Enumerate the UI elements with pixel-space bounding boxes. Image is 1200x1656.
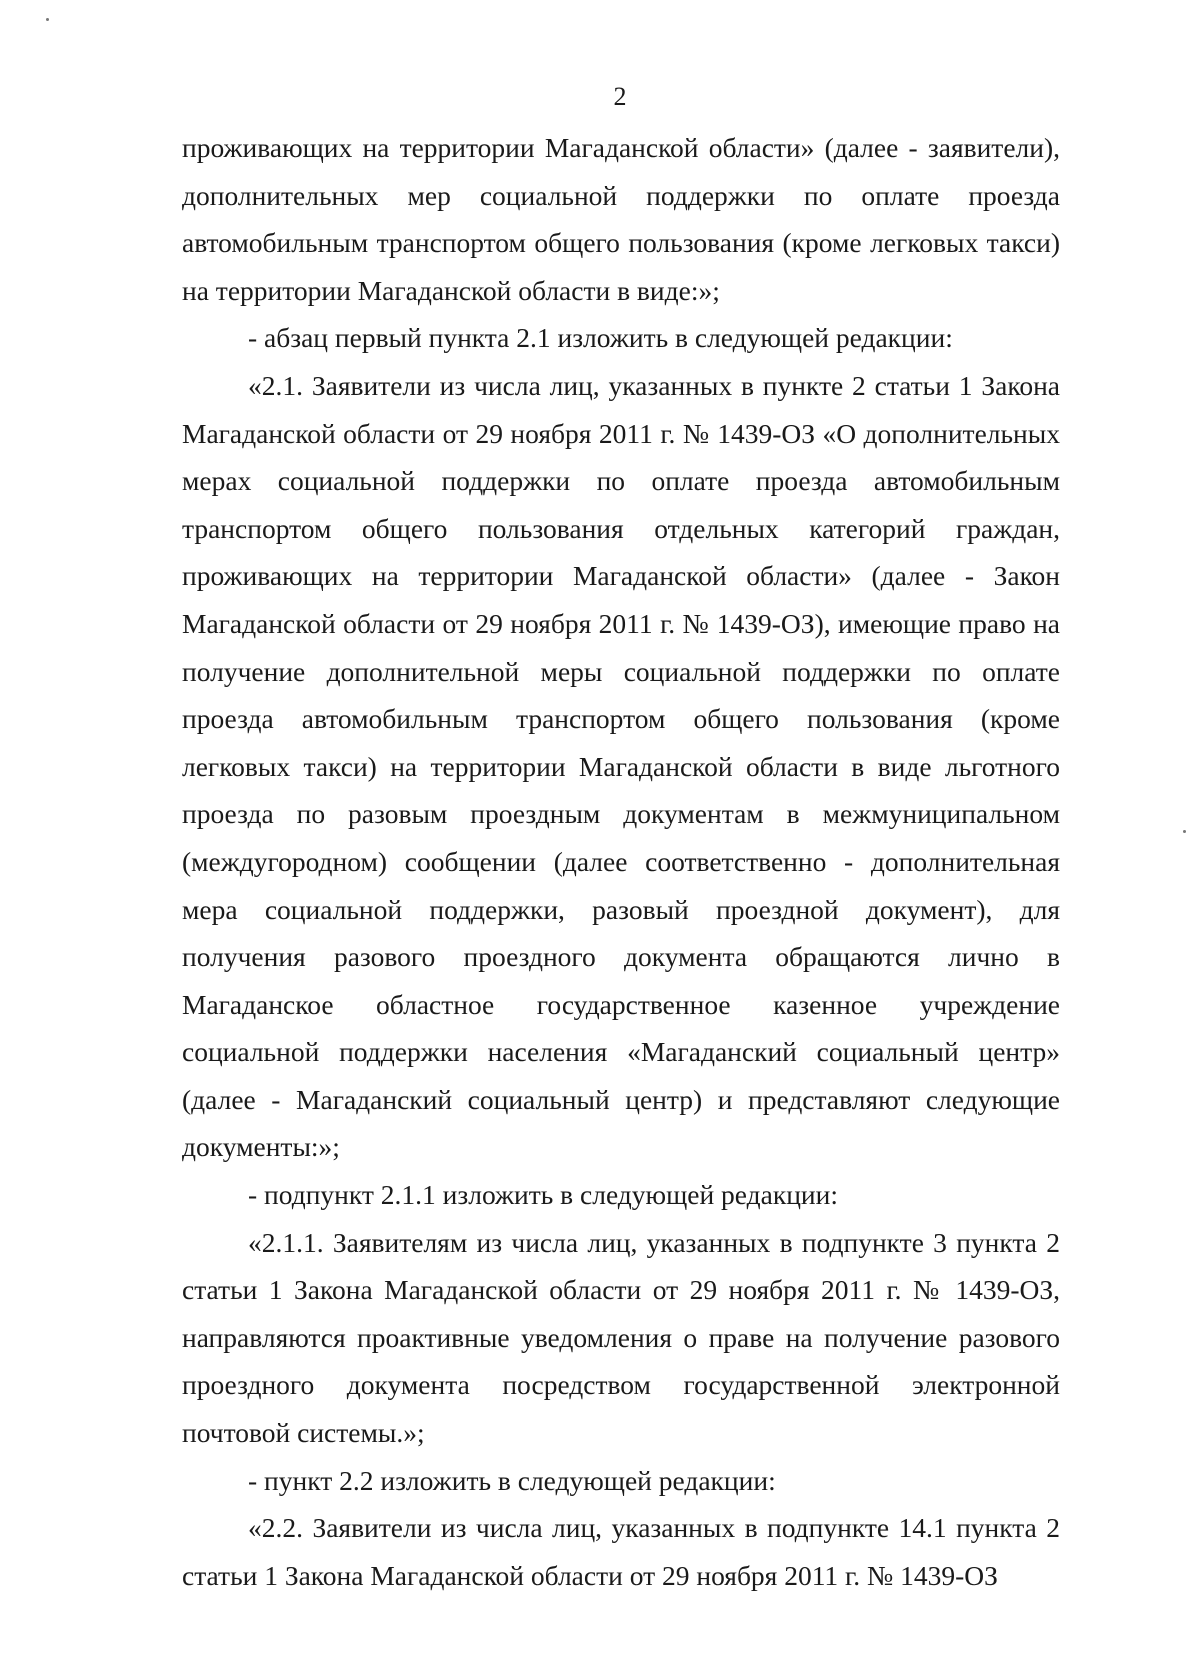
- paragraph-clause-2-1-1: «2.1.1. Заявителям из числа лиц, указанных в подпункте 3 пункта 2 статьи 1 Закона Магаданской области от 29 ноября 2011 г. № 1439-ОЗ, направляются проактивные уведомления о праве на получение разового проездного документа посредством государственной электронной почтовой системы.»;: [182, 1226, 1060, 1449]
- paragraph-amendment-2-2-intro: - пункт 2.2 изложить в следующей редакции:: [248, 1464, 776, 1496]
- scan-speck: [1183, 830, 1186, 833]
- scan-speck: [46, 18, 49, 21]
- paragraph-clause-2-1: «2.1. Заявители из числа лиц, указанных в пункте 2 статьи 1 Закона Магаданской области от 29 ноября 2011 г. № 1439-ОЗ «О дополнительных мерах социальной поддержки по оплате проезда автомобильным транспортом общего пользования отдельных категорий граждан, проживающих на территории Магаданской области» (далее - Закон Магаданской области от 29 ноября 2011 г. № 1439-ОЗ), имеющие право на получение дополнительной меры социальной поддержки по оплате проезда автомобильным транспортом общего пользования (кроме легковых такси) на территории Магаданской области в виде льготного проезда по разовым проездным документам в межмуниципальном (междугородном) сообщении (далее соответственно - дополнительная мера социальной поддержки, разовый проездной документ), для получения разового проездного документа обращаются лично в Магаданское областное государственное казенное учреждение социальной поддержки населения «Магаданский социальный центр» (далее - Магаданский социальный центр) и представляют следующие документы:»;: [182, 369, 1060, 1163]
- paragraph-clause-2-2: «2.2. Заявители из числа лиц, указанных в подпункте 14.1 пункта 2 статьи 1 Закона Магаданской области от 29 ноября 2011 г. № 1439-ОЗ: [182, 1512, 1060, 1591]
- paragraph-amendment-2-1-intro: - абзац первый пункта 2.1 изложить в следующей редакции:: [248, 322, 953, 354]
- paragraph-continuation: проживающих на территории Магаданской области» (далее - заявители), дополнительных мер социальной поддержки по оплате проезда автомобильным транспортом общего пользования (кроме легковых такси) на территории Магаданской области в виде:»;: [182, 132, 1060, 306]
- document-body: [182, 124, 1060, 1599]
- paragraph-amendment-2-1-1-intro: - подпункт 2.1.1 изложить в следующей редакции:: [248, 1179, 839, 1211]
- page-number: 2: [613, 82, 627, 111]
